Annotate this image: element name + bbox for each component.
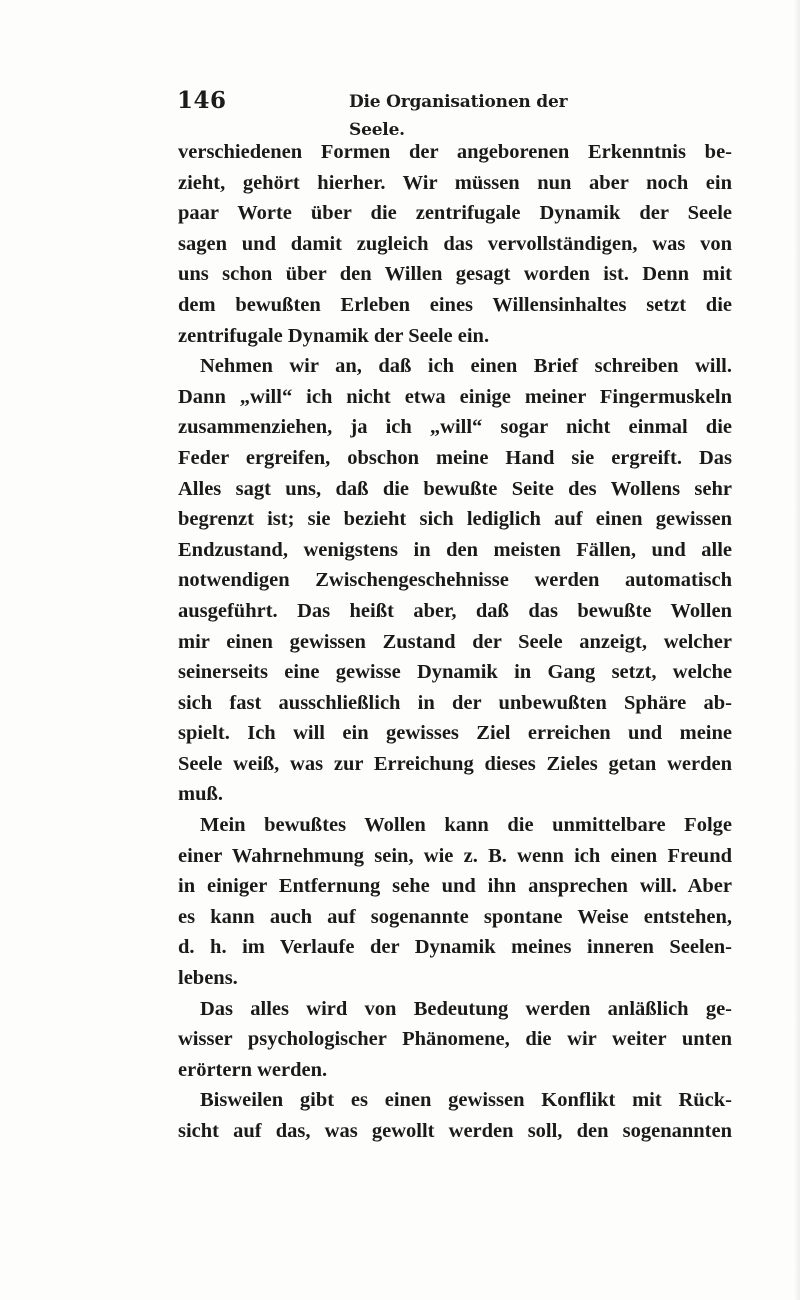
text-line: d. h. im Verlaufe der Dynamik meines inneren Seelen- [178,936,732,959]
text-line: mir einen gewissen Zustand der Seele anzeigt, welcher [178,630,732,653]
text-line: lebens. [178,967,238,990]
page-number: 146 [177,87,227,114]
text-line: Endzustand, wenigstens in den meisten Fällen, und alle [178,538,732,561]
text-line: paar Worte über die zentrifugale Dynamik der Seele [178,202,732,225]
text-line: Feder ergreifen, obschon meine Hand sie ergreift. Das [178,446,732,469]
text-line: ausgeführt. Das heißt aber, daß das bewußte Wollen [178,599,732,622]
text-line: Seele weiß, was zur Erreichung dieses Zieles getan werden [178,752,732,775]
text-line: Das alles wird von Bedeutung werden anläßlich ge- [200,997,732,1020]
running-title: Die Organisationen der Seele. [349,92,568,140]
text-line: zieht, gehört hierher. Wir müssen nun aber noch ein [178,171,732,194]
text-line: Nehmen wir an, daß ich einen Brief schreiben will. [200,355,732,378]
text-line: spielt. Ich will ein gewisses Ziel erreichen und meine [178,722,732,745]
page-header [177,86,617,140]
text-line: erörtern werden. [178,1058,328,1081]
text-line: sich fast ausschließlich in der unbewußten Sphäre ab- [178,691,732,714]
text-line: sagen und damit zugleich das vervollständigen, was von [178,232,732,255]
text-line: es kann auch auf sogenannte spontane Weise entstehen, [178,905,732,928]
text-line: verschiedenen Formen der angeborenen Erkenntnis be- [178,141,732,163]
text-line: wisser psychologischer Phänomene, die wir weiter unten [178,1028,732,1051]
page-edge-shadow [794,0,800,1300]
text-line: notwendigen Zwischengeschehnisse werden automatisch [178,569,732,592]
text-line: uns schon über den Willen gesagt worden ist. Denn mit [178,263,732,286]
text-line: zentrifugale Dynamik der Seele ein. [178,324,490,347]
text-line: seinerseits eine gewisse Dynamik in Gang setzt, welche [178,661,732,684]
text-line: einer Wahrnehmung sein, wie z. B. wenn ich einen Freund [178,844,732,867]
text-line: Dann „will“ ich nicht etwa einige meiner Fingermuskeln [178,385,732,408]
text-line: sicht auf das, was gewollt werden soll, den sogenannten [178,1120,732,1142]
text-line: muß. [178,783,224,806]
text-line: zusammenziehen, ja ich „will“ sogar nicht einmal die [178,416,732,439]
text-line: dem bewußten Erleben eines Willensinhaltes setzt die [178,293,732,316]
body-text [178,137,732,1147]
text-line: Mein bewußtes Wollen kann die unmittelbare Folge [200,814,732,837]
text-line: Bisweilen gibt es einen gewissen Konflikt mit Rück- [200,1089,732,1112]
text-line: in einiger Entfernung sehe und ihn ansprechen will. Aber [178,875,732,898]
text-line: begrenzt ist; sie bezieht sich lediglich auf einen gewissen [178,508,732,531]
text-line: Alles sagt uns, daß die bewußte Seite des Wollens sehr [178,477,732,500]
